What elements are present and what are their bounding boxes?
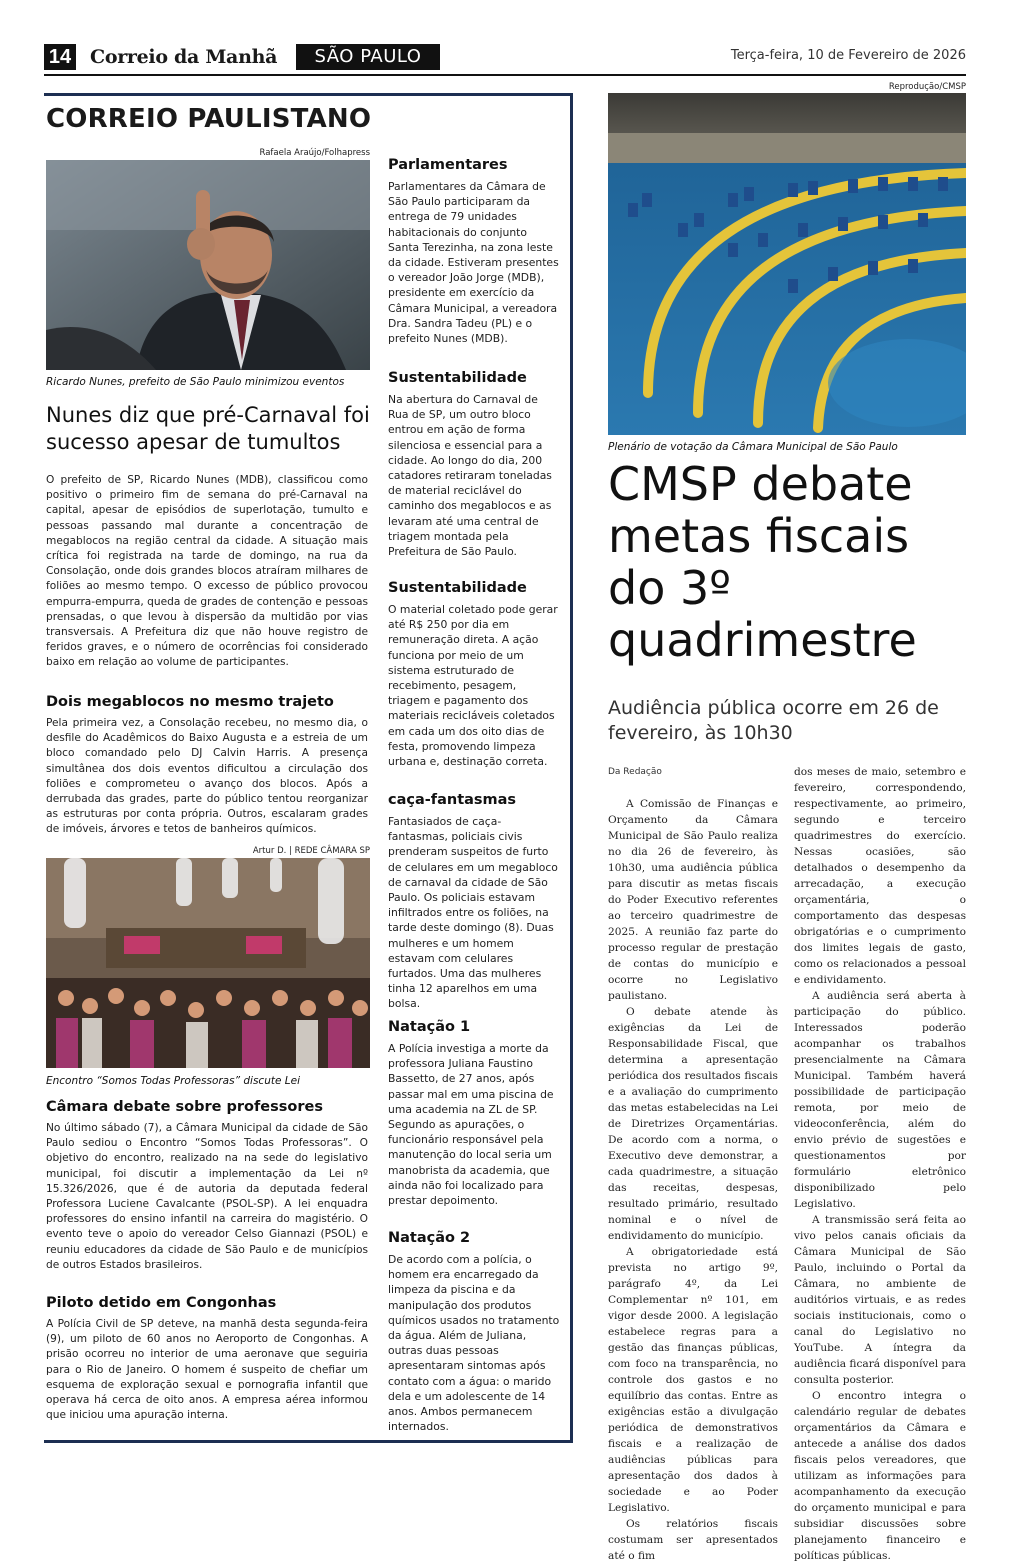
subsection-body: A Polícia Civil de SP deteve, na manhã desta segunda-feira (9), um piloto de 60 anos no Aeroporto de Congonhas. A prisão ocorreu no interior de uma aeronave que seguiria para o Rio de Janeiro. O homem é suspeito de chefiar um esquema de exploração sexual e pornografia infantil que operava há cerca de oito anos. A empresa aérea informou que iniciou uma apuração interna.	[46, 1318, 368, 1422]
side-note-body: Parlamentares da Câmara de São Paulo participaram da entrega de 79 unidades habitacionais do conjunto Santa Terezinha, na zona leste da cidade. Estiveram presentes o vereador João Jorge (MDB), presidente em exercício da Câmara Municipal, a vereadora Dra. Sandra Tadeu (PL) e o prefeito Nunes (MDB).	[388, 180, 559, 346]
plenary-photo	[608, 93, 966, 435]
photo-credit: Artur D. | REDE CÂMARA SP	[252, 846, 370, 856]
photo-caption: Encontro “Somos Todas Professoras” discute Lei	[46, 1075, 300, 1087]
header-rule	[44, 74, 966, 76]
side-note-title: caça-fantasmas	[388, 792, 517, 808]
article-column-2	[794, 764, 966, 1564]
side-note-title: Sustentabilidade	[388, 370, 527, 386]
article-body: O prefeito de SP, Ricardo Nunes (MDB), classificou como positivo o primeiro fim de semana do pré-Carnaval na capital, apesar de episódios de superlotação, tumulto e pessoas passando mal durante a concentração de megablocos na região central da cidade. A situação mais crítica foi registrada na tarde de domingo, na rua da Consolação, onde dois grandes blocos atraíram milhares de foliões ao mesmo tempo. O excesso de público provocou empurra-empurra, queda de grades de contenção e pessoas prensadas, o que levou à dispersão da multidão por vias transversais. A Prefeitura diz que não houve registro de feridos graves, e o número de ocorrências foi considerado baixo em relação ao volume de participantes.	[46, 474, 368, 669]
nunes-photo	[46, 160, 370, 370]
photo-caption: Ricardo Nunes, prefeito de São Paulo minimizou eventos	[46, 376, 345, 388]
paragraph: O debate atende às exigências da Lei de Responsabilidade Fiscal, que determina a apresentação periódica dos resultados fiscais e a avaliação do cumprimento das metas estabelecidas na Lei de Diretrizes Orçamentárias. De acordo com a norma, o Executivo deve demonstrar, a cada quadrimestre, a situação das receitas, despesas, resultado primário, resultado nominal e o nível de endividamento do município.	[608, 1006, 778, 1242]
section-box-right-border	[570, 93, 573, 1443]
side-note-title: Natação 1	[388, 1019, 471, 1035]
page-number: 14	[44, 44, 76, 70]
byline: Da Redação	[608, 767, 662, 777]
paragraph: dos meses de maio, setembro e fevereiro, correspondendo, respectivamente, ao primeiro, segundo e terceiro quadrimestres do exercício. Nessas ocasiões, são detalhados o desempenho da arrecadação, a execução orçamentária, o comportamento das despesas obrigatórias e o cumprimento dos limites legais de gasto, como os relacionados a pessoal e endividamento.	[794, 766, 966, 986]
subheading: Dois megablocos no mesmo trajeto	[46, 694, 334, 710]
side-note-title: Parlamentares	[388, 157, 508, 173]
side-note-title: Sustentabilidade	[388, 580, 527, 596]
photo-credit: Reprodução/CMSP	[888, 82, 966, 92]
paragraph: Os relatórios fiscais costumam ser apresentados até o fim	[608, 1518, 778, 1562]
section-box-top-border	[44, 93, 572, 96]
section-label: SÃO PAULO	[296, 44, 440, 70]
side-note-body: Na abertura do Carnaval de Rua de SP, um outro bloco entrou em ação de forma silenciosa e essencial para a cidade. Ao longo do dia, 200 catadores retiraram toneladas de material reciclável do caminho dos megablocos e as levaram até uma central de triagem montada pela Prefeitura de São Paulo.	[388, 393, 552, 559]
article-headline: Nunes diz que pré-Carnaval foi sucesso apesar de tumultos	[46, 403, 370, 454]
subsection-body: No último sábado (7), a Câmara Municipal da cidade de São Paulo sediou o Encontro “Somos Todas Professoras”. O objetivo do encontro, realizado na na sede do legislativo municipal, foi discutir a implementação da Lei nº 15.326/2026, que é de autoria da deputada federal Professora Luciene Cavalcante (PSOL-SP). A lei enquadra professores do ensino infantil na carreira do magistério. O evento teve o apoio do vereador Celso Giannazi (PSOL) e reuniu educadores da cidade de São Paulo e de municípios de outros Estados brasileiros.	[46, 1122, 368, 1271]
paragraph: A transmissão será feita ao vivo pelos canais oficiais da Câmara Municipal de São Paulo, incluindo o Portal da Câmara, no ambiente de auditórios virtuais, e as redes sociais institucionais, como o canal do Legislativo no YouTube. A íntegra da audiência ficará disponível para consulta posterior.	[794, 1214, 966, 1386]
issue-date: Terça-feira, 10 de Fevereiro de 2026	[730, 48, 966, 63]
main-subheadline: Audiência pública ocorre em 26 de fevereiro, às 10h30	[608, 697, 939, 744]
side-note-body: A Polícia investiga a morte da professora Juliana Faustino Bassetto, de 27 anos, após passar mal em uma piscina de uma academia na ZL de SP. Segundo as apurações, o funcionário responsável pela manutenção do local seria um manobrista da academia, que ainda não foi localizado para prestar depoimento.	[388, 1042, 554, 1208]
event-photo	[46, 858, 370, 1068]
section-box-bottom-border	[44, 1440, 572, 1443]
side-note-body: Fantasiados de caça-fantasmas, policiais civis prenderam suspeitos de furto de celulares em um megabloco de carnaval da cidade de São Paulo. Os policiais estavam infiltrados entre os foliões, na tarde deste domingo (8). Duas mulheres e um homem estavam com celulares furtados. Uma das mulheres tinha 12 aparelhos em uma bolsa.	[388, 815, 558, 1011]
photo-caption: Plenário de votação da Câmara Municipal de São Paulo	[608, 441, 898, 453]
subheading: Câmara debate sobre professores	[46, 1099, 323, 1115]
subsection-body: Pela primeira vez, a Consolação recebeu, no mesmo dia, o desfile do Acadêmicos do Baixo Augusta e a estreia de um bloco comandado pelo DJ Calvin Harris. A presença simultânea dos dois eventos dificultou a circulação dos foliões e comprometeu o avanço dos blocos. Após a derrubada das grades, parte do público tentou reorganizar as estruturas por conta própria. Outros, escalaram grades de imóveis, árvores e tetos de banheiros químicos.	[46, 717, 368, 836]
side-note-title: Natação 2	[388, 1230, 471, 1246]
paragraph: A obrigatoriedade está prevista no artigo 9º, parágrafo 4º, da Lei Complementar nº 101, em vigor desde 2000. A legislação estabelece regras para a gestão das finanças públicas, com foco na transparência, no controle dos gastos e no equilíbrio das contas. Entre as exigências estão a divulgação periódica de demonstrativos fiscais e a realização de audiências públicas para apresentação dos dados à sociedade e ao Poder Legislativo.	[608, 1246, 778, 1514]
paragraph: A audiência será aberta à participação do público. Interessados poderão acompanhar os trabalhos presencialmente na Câmara Municipal. Também haverá possibilidade de participação remota, por meio de videoconferência, além do envio prévio de sugestões e questionamentos por formulário eletrônico disponibilizado pelo Legislativo.	[794, 990, 966, 1210]
subheading: Piloto detido em Congonhas	[46, 1295, 277, 1311]
main-headline: CMSP debate metas fiscais do 3º quadrimestre	[608, 457, 917, 667]
photo-credit: Rafaela Araújo/Folhapress	[259, 148, 370, 158]
section-title: CORREIO PAULISTANO	[46, 104, 372, 134]
paragraph: A Comissão de Finanças e Orçamento da Câmara Municipal de São Paulo realiza no dia 26 de fevereiro, às 10h30, uma audiência pública para discutir as metas fiscais do Poder Executivo referentes ao terceiro quadrimestre de 2025. A reunião faz parte do processo regular de prestação de contas do município e ocorre no Legislativo paulistano.	[608, 798, 778, 1002]
side-note-body: De acordo com a polícia, o homem era encarregado da limpeza da piscina e da manipulação dos produtos químicos usados no tratamento da água. Além de Juliana, outras duas pessoas apresentaram sintomas após contato com a água: o marido dela e um adolescente de 14 anos. Ambos permanecem internados.	[388, 1253, 560, 1434]
side-note-body: O material coletado pode gerar até R$ 250 por dia em remuneração direta. A ação funciona por meio de um sistema estruturado de recebimento, pesagem, triagem e pagamento dos materiais recicláveis coletados em cada um dos oito dias de festa, promovendo limpeza urbana e, destinação correta.	[388, 603, 558, 769]
article-column-1	[608, 796, 778, 1564]
masthead-logo: Correio da Manhã	[90, 46, 278, 68]
paragraph: O encontro integra o calendário regular de debates orçamentários da Câmara e antecede a análise dos dados fiscais pelos vereadores, que utilizam as informações para acompanhamento da execução do orçamento municipal e para subsidiar discussões sobre planejamento financeiro e políticas públicas.	[794, 1390, 966, 1562]
